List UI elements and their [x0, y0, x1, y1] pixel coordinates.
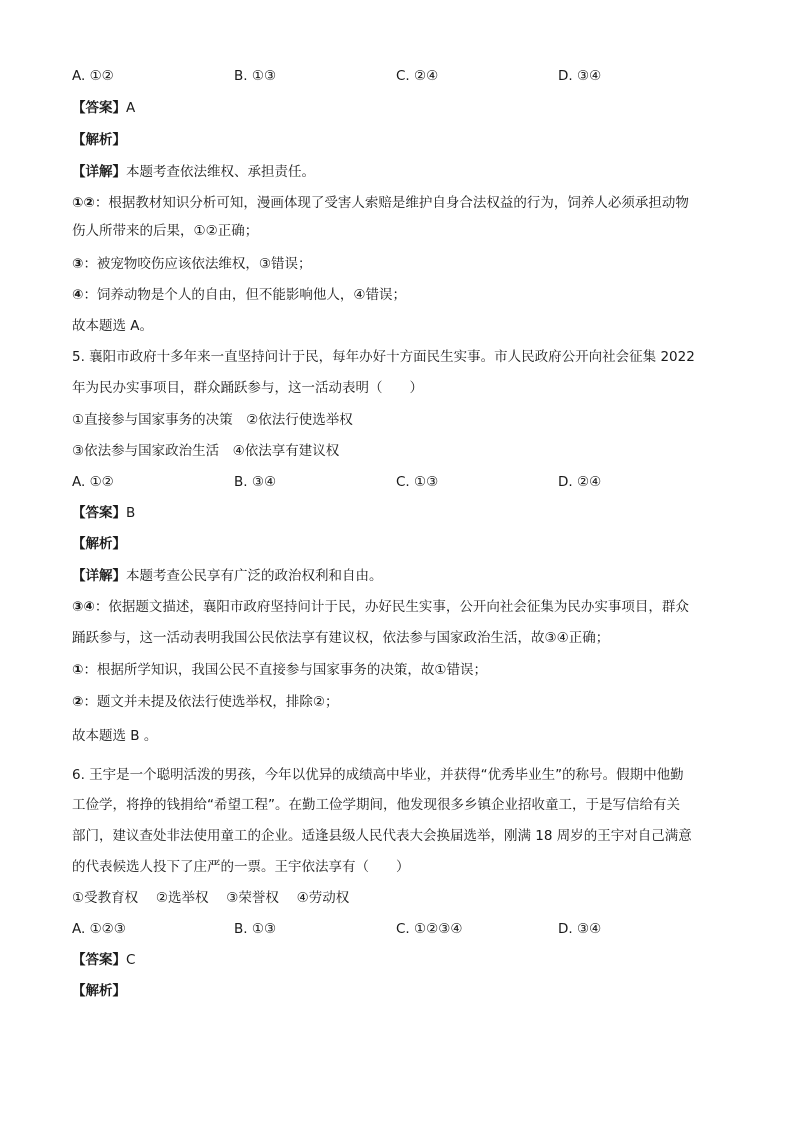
q6-stem-line: 6. 王宇是一个聪明活泼的男孩，今年以优异的成绩高中毕业，并获得“优秀毕业生”的称号。假期中他勤 [72, 767, 684, 783]
q4-explain-key: ①② [72, 195, 95, 211]
q5-options [72, 472, 754, 492]
q4-detail-label: 【详解】 [72, 164, 126, 180]
q4-option-d: D. ③④ [558, 68, 602, 84]
q6-choices-line: ①受教育权 ②选举权 ③荣誉权 ④劳动权 [72, 890, 350, 906]
q4-explain-key: ③ [72, 256, 84, 272]
q5-explain-line [72, 660, 754, 680]
q6-option-a: A. ①②③ [72, 921, 126, 937]
q5-answer [72, 503, 754, 523]
q5-detail-text: 本题考查公民享有广泛的政治权利和自由。 [126, 568, 383, 584]
q6-answer [72, 950, 754, 970]
q5-option-a: A. ①② [72, 474, 114, 490]
q6-answer-label: 【答案】 [72, 952, 126, 968]
q5-explain-key: ③④ [72, 599, 95, 615]
q4-answer [72, 98, 754, 118]
q4-options [72, 66, 754, 86]
q4-explain-text: ：被宠物咬伤应该依法维权，③错误； [83, 256, 312, 272]
q4-explain-line [72, 254, 754, 274]
q6-option-b: B. ①③ [234, 921, 277, 937]
q5-option-b: B. ③④ [234, 474, 277, 490]
q5-answer-label: 【答案】 [72, 505, 126, 521]
q5-explain-line [72, 597, 754, 617]
q5-explain-text: ：根据所学知识，我国公民不直接参与国家事务的决策，故①错误； [83, 662, 488, 678]
q5-choices-line: ③依法参与国家政治生活 ④依法享有建议权 [72, 443, 340, 459]
q4-detail-text: 本题考查依法维权、承担责任。 [126, 164, 315, 180]
q5-option-d: D. ②④ [558, 474, 602, 490]
q6-analysis-label: 【解析】 [72, 983, 126, 999]
q4-detail [72, 162, 754, 182]
q5-explain-line [72, 628, 754, 648]
q6-stem-line: 部门，建议查处非法使用童工的企业。适逢县级人民代表大会换届选举，刚满 18 周岁的王宇对自己满意 [72, 828, 692, 844]
q4-answer-label: 【答案】 [72, 100, 126, 116]
q6-option-d: D. ③④ [558, 921, 602, 937]
q5-explain-text: ：依据题文描述，襄阳市政府坚持问计于民，办好民生实事，公开向社会征集为民办实事项目，群众 [94, 599, 689, 615]
q6-answer-value: C [126, 952, 136, 968]
q5-option-c: C. ①③ [396, 474, 439, 490]
q6-options [72, 919, 754, 939]
q5-explain-line [72, 692, 754, 712]
q4-explain-text: 伤人所带来的后果，①②正确； [72, 223, 259, 239]
q6-stem-line: 的代表候选人投下了庄严的一票。王宇依法享有（ ） [72, 859, 410, 875]
q5-choices-line: ①直接参与国家事务的决策 ②依法行使选举权 [72, 412, 353, 428]
q5-detail-label: 【详解】 [72, 568, 126, 584]
q5-stem-line: 5. 襄阳市政府十多年来一直坚持问计于民，每年办好十方面民生实事。市人民政府公开向社会征集 2022 [72, 349, 695, 365]
q4-option-c: C. ②④ [396, 68, 439, 84]
q5-analysis-label: 【解析】 [72, 536, 126, 552]
q6-option-c: C. ①②③④ [396, 921, 463, 937]
q4-option-a: A. ①② [72, 68, 114, 84]
q4-explain-text: ：饲养动物是个人的自由，但不能影响他人，④错误； [83, 287, 407, 303]
q5-stem-line: 年为民办实事项目，群众踊跃参与，这一活动表明（ ） [72, 380, 423, 396]
q4-explain-line [72, 221, 754, 241]
q5-explain-key: ① [72, 662, 84, 678]
q4-explain-line [72, 193, 754, 213]
q5-conclusion: 故本题选 B 。 [72, 728, 158, 744]
q4-explain-key: ④ [72, 287, 84, 303]
q5-explain-text: 踊跃参与，这一活动表明我国公民依法享有建议权，依法参与国家政治生活，故③④正确； [72, 630, 610, 646]
q4-answer-value: A [126, 100, 136, 116]
q4-explain-text: ：根据教材知识分析可知，漫画体现了受害人索赔是维护自身合法权益的行为，饲养人必须承担动物 [94, 195, 689, 211]
q4-option-b: B. ①③ [234, 68, 277, 84]
q5-explain-key: ② [72, 694, 84, 710]
q5-explain-text: ：题文并未提及依法行使选举权，排除②； [83, 694, 339, 710]
q5-answer-value: B [126, 505, 136, 521]
q4-analysis-label: 【解析】 [72, 132, 126, 148]
q4-conclusion: 故本题选 A。 [72, 318, 154, 334]
q5-detail [72, 566, 754, 586]
q6-stem-line: 工俭学，将挣的钱捐给“希望工程”。在勤工俭学期间，他发现很多乡镇企业招收童工，于是写信给有关 [72, 797, 680, 813]
q4-explain-line [72, 285, 754, 305]
